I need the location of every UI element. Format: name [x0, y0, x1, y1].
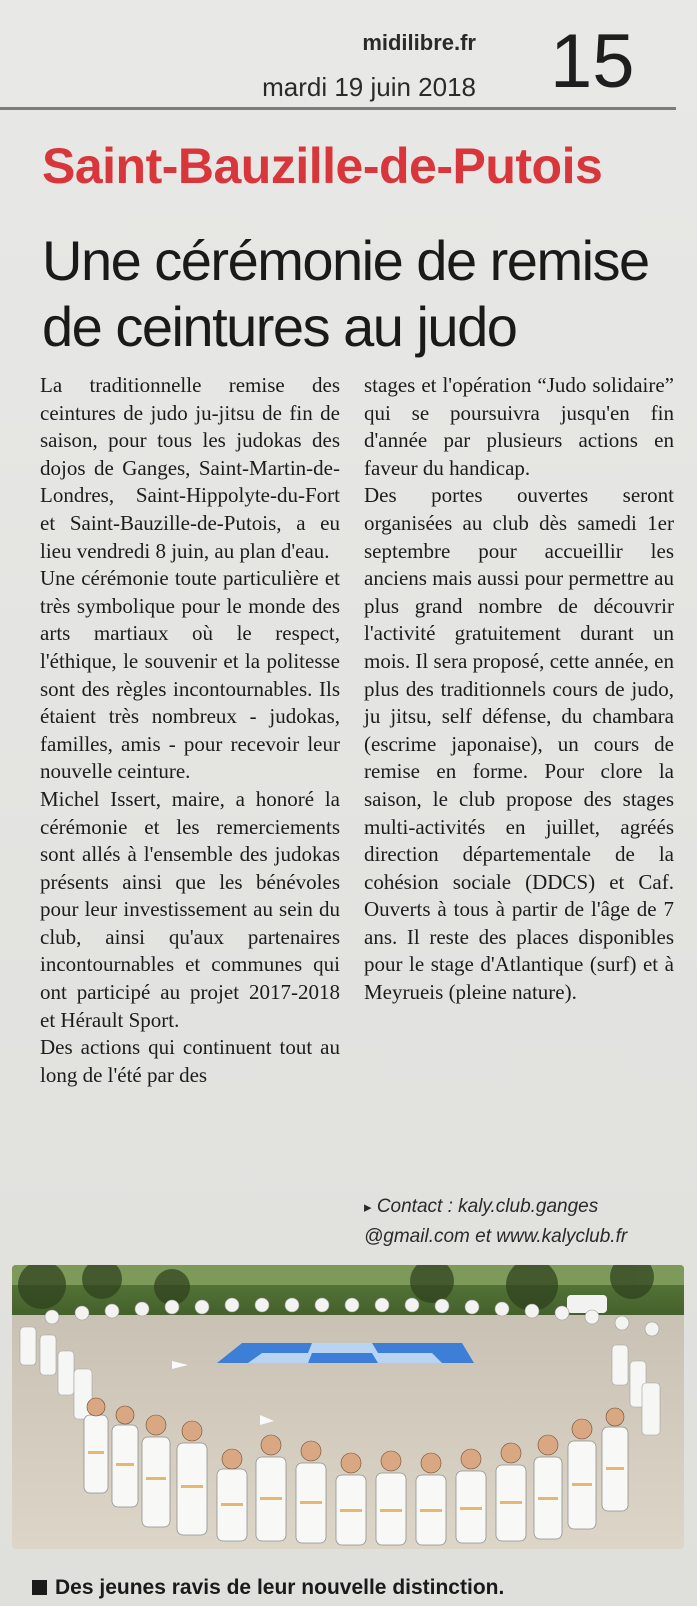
site-name: midilibre.fr	[362, 30, 476, 55]
paragraph: Des portes ouvertes seront organisées au club dès samedi 1er septembre pour accueillir les anciens mais aussi pour permettre au plus grand nombre de découvrir l'activité gratuitement durant un mois. Il sera proposé, cette année, en plus des traditionnels cours de judo, ju jitsu, self défense, du chambara (escrime japonaise), un cours de remise en forme. Pour clore la saison, le club propose des stages multi-activités en juillet, agréés direction départementale de la cohésion sociale (DDCS) et Caf. Ouverts à tous à partir de l'âge de 7 ans. Il reste des places disponibles pour le stage d'Atlantique (surf) et à Meyrueis (pleine nature).	[364, 483, 674, 1005]
page-number: 15	[550, 19, 635, 104]
triangle-right-icon: ▸	[364, 1199, 372, 1216]
issue-date: mardi 19 juin 2018	[262, 72, 476, 102]
photo-caption	[32, 1576, 672, 1600]
article-column-2	[364, 372, 674, 1007]
article-photo	[12, 1265, 684, 1549]
contact-email-web: @gmail.com et www.kalyclub.fr	[364, 1226, 628, 1247]
judo-ceremony-photo	[12, 1265, 684, 1549]
paragraph: Michel Issert, maire, a honoré la cérémonie et les remerciements sont allés à l'ensemble des judokas présents ainsi que les bénévoles pour leur investissement au sein du club, ainsi qu'aux partenaires incontournables et communes qui ont participé au projet 2017-2018 et Hérault Sport.	[40, 786, 340, 1032]
paragraph: La traditionnelle remise des ceintures de judo ju-jitsu de fin de saison, pour tous les judokas des dojos de Ganges, Saint-Martin-de-Londres, Saint-Hippolyte-du-Fort et Saint-Bauzille-de-Putois, a eu lieu vendredi 8 juin, au plan d'eau.	[40, 373, 340, 563]
paragraph: stages et l'opération “Judo solidaire” qui se poursuivra jusqu'en fin d'année par plusieurs actions en faveur du handicap.	[364, 373, 674, 480]
square-icon	[32, 1580, 47, 1595]
paragraph: Une cérémonie toute particulière et très symbolique pour le monde des arts martiaux où le respect, l'éthique, le souvenir et la politesse sont des règles incontournables. Ils étaient très nombreux - judokas, familles, amis - pour recevoir leur nouvelle ceinture.	[40, 566, 340, 784]
header-rule	[0, 107, 676, 110]
article-headline: Une cérémonie de remise de ceintures au judo	[42, 229, 649, 358]
caption-text: Des jeunes ravis de leur nouvelle distinction.	[55, 1576, 505, 1599]
paragraph: Des actions qui continuent tout au long de l'été par des	[40, 1035, 340, 1087]
contact-label: Contact : kaly.club.ganges	[376, 1196, 599, 1217]
town-heading: Saint-Bauzille-de-Putois	[42, 138, 603, 194]
article-column-1	[40, 372, 340, 1089]
contact-info	[364, 1192, 674, 1251]
